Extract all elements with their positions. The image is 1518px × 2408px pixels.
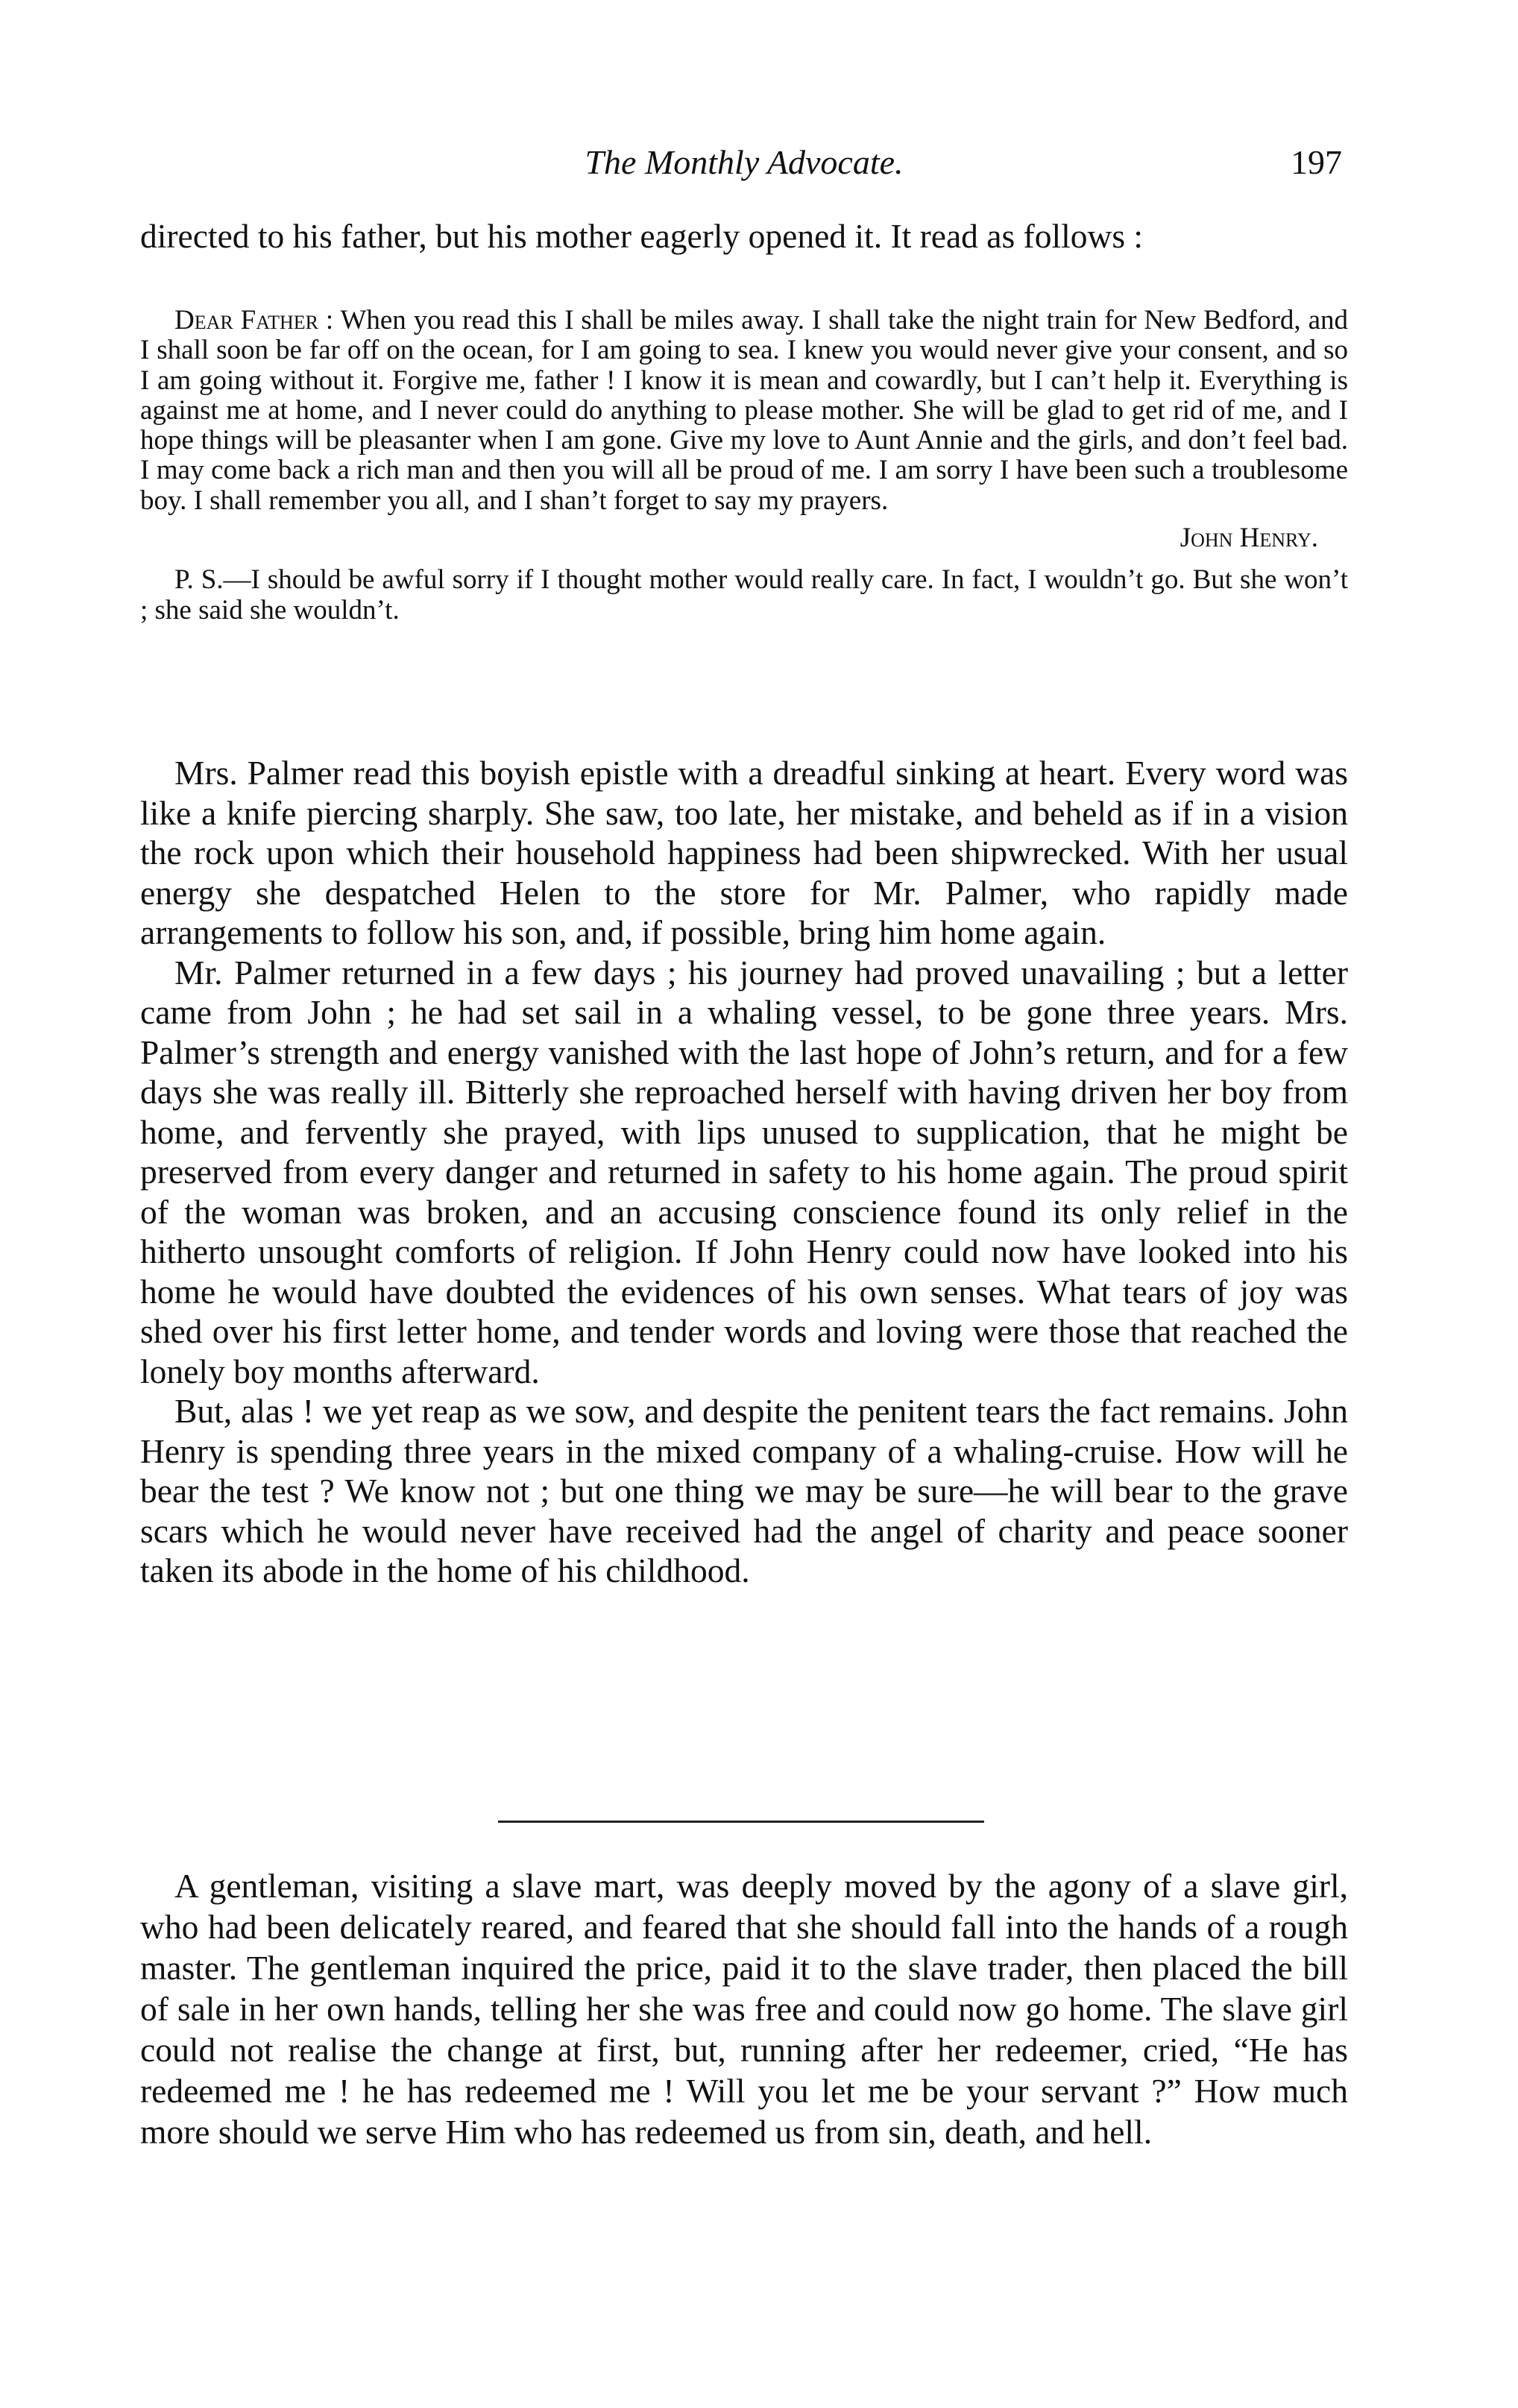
letter-postscript: P. S.—I should be awful sorry if I thought mother would really care. In fact, I wouldn’t go. But she won’t ; she said she wouldn’t. xyxy=(140,564,1348,625)
section-divider xyxy=(498,1821,984,1823)
letter-salutation: Dear Father xyxy=(174,305,318,335)
letter-text: When you read this I shall be miles away. I shall take the night train for New Bedford, and I shall soon be far off on the ocean, for I am going to sea. I knew you would never give your consent, and so I am going without it. Forgive me, father ! I know it is mean and cowardly, but I can’t help it. Everything is against me at home, and I never could do anything to please mother. She will be glad to get rid of me, and I hope things will be pleasanter when I am gone. Give my love to Aunt Annie and the girls, and don’t feel bad. I may come back a rich man and then you will all be proud of me. I am sorry I have been such a troublesome boy. I shall remember you all, and I shan’t forget to say my prayers. xyxy=(140,305,1348,516)
paragraph-mr-palmer: Mr. Palmer returned in a few days ; his journey had proved unavailing ; but a letter came from John ; he had set sail in a whaling vessel, to be gone three years. Mrs. Palmer’s strength and energy vanished with the last hope of John’s return, and for a few days she was really ill. Bitterly she reproached herself with having driven her boy from home, and fervently she prayed, with lips unused to supplication, that he might be preserved from every danger and returned in safety to his home again. The proud spirit of the woman was broken, and an accusing conscience found its only relief in the hitherto unsought comforts of religion. If John Henry could now have looked into his home he would have doubted the evidences of his own senses. What tears of joy was shed over his first letter home, and tender words and loving were those that reached the lonely boy months afterward. xyxy=(140,953,1348,1390)
letter-salutation-separator: : xyxy=(318,305,341,335)
page-number: 197 xyxy=(1291,143,1342,181)
slave-girl-anecdote: A gentleman, visiting a slave mart, was deeply moved by the agony of a slave girl, who had been delicately reared, and feared that she should fall into the hands of a rough master. The gentleman inquired the price, paid it to the slave trader, then placed the bill of sale in her own hands, telling her she was free and could now go home. The slave girl could not realise the change at first, but, running after her redeemer, cried, “He has redeemed me ! he has redeemed me ! Will you let me be your servant ?” How much more should we serve Him who has redeemed us from sin, death, and hell. xyxy=(140,1867,1348,2151)
story-continuation xyxy=(140,753,1348,1591)
letter-signature: John Henry. xyxy=(1180,523,1318,554)
paragraph-mrs-palmer: Mrs. Palmer read this boyish epistle with a dreadful sinking at heart. Every word was like a knife piercing sharply. She saw, too late, her mistake, and beheld as if in a vision the rock upon which their household happiness had been shipwrecked. With her usual energy she despatched Helen to the store for Mr. Palmer, who rapidly made arrangements to follow his son, and, if possible, bring him home again. xyxy=(140,754,1348,951)
intro-paragraph: directed to his father, but his mother eagerly opened it. It read as follows : xyxy=(140,217,1144,255)
letter-body xyxy=(140,306,1348,516)
letter xyxy=(140,306,1348,625)
running-title: The Monthly Advocate. xyxy=(585,143,904,181)
page-header xyxy=(140,140,1348,185)
paragraph-but-alas: But, alas ! we yet reap as we sow, and despite the penitent tears the fact remains. John Henry is spending three years in the mixed company of a whaling-cruise. How will he bear the test ? We know not ; but one thing we may be sure—he will bear to the grave scars which he would never have received had the angel of charity and peace sooner taken its abode in the home of his childhood. xyxy=(140,1392,1348,1589)
